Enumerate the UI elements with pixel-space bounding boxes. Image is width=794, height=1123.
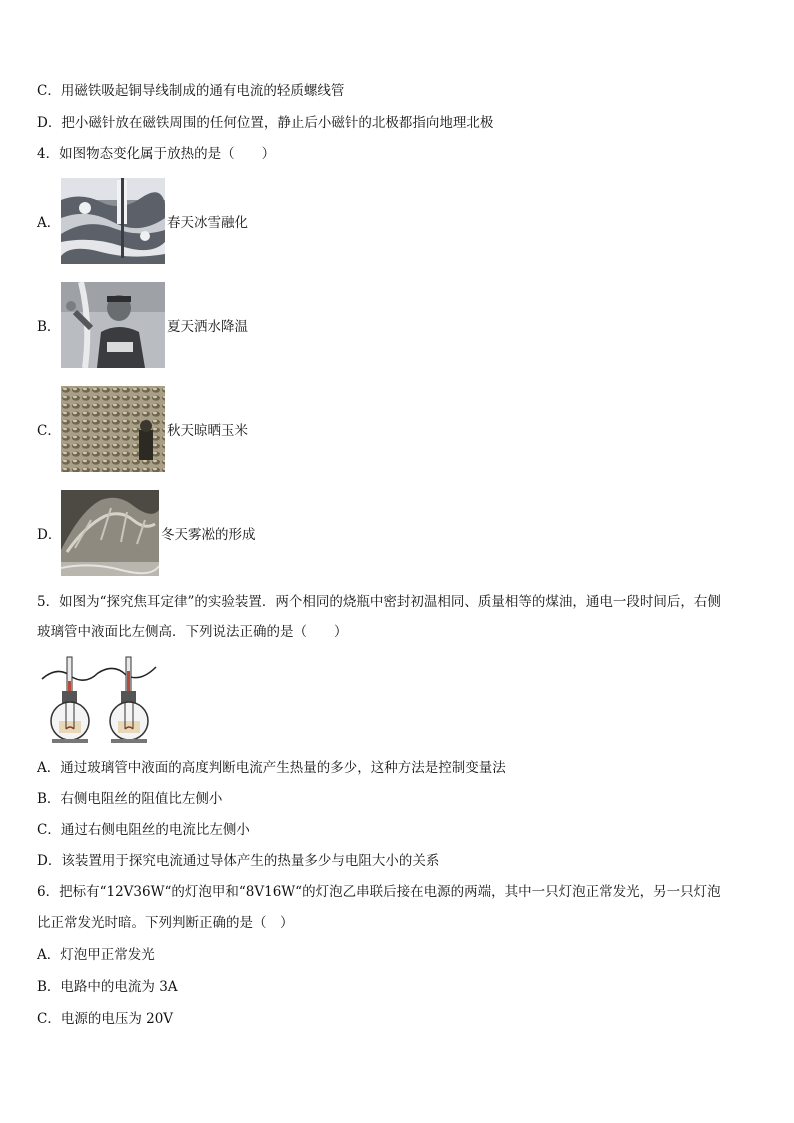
option-label: C．	[37, 423, 61, 439]
q5-option-a[interactable]: A．通过玻璃管中液面的高度判断电流产生热量的多少，这种方法是控制变量法	[37, 760, 506, 776]
option-text: 冬天雾凇的形成	[161, 527, 256, 543]
rime-frost-photo	[61, 490, 159, 576]
q5-option-d[interactable]: D．该装置用于探究电流通过导体产生的热量多少与电阻大小的关系	[37, 853, 440, 869]
q6-stem-line1: 6．把标有“12V36W“的灯泡甲和“8V16W“的灯泡乙串联后接在电源的两端，其中一只灯泡正常发光，另一只灯泡	[37, 884, 721, 900]
prev-option-d: D．把小磁针放在磁铁周围的任何位置，静止后小磁针的北极都指向地理北极	[37, 115, 494, 131]
q6-option-b[interactable]: B．电路中的电流为 3A	[37, 979, 178, 995]
sprinkling-water-photo	[61, 282, 165, 368]
q6-stem-line2: 比正常发光时暗。下列判断正确的是（ ）	[37, 915, 294, 931]
q4-option-c[interactable]	[37, 386, 248, 472]
option-text: 夏天洒水降温	[167, 319, 248, 335]
q5-stem-line2: 玻璃管中液面比左侧高．下列说法正确的是（ ）	[37, 624, 348, 640]
q5-option-c[interactable]: C．通过右侧电阻丝的电流比左侧小	[37, 822, 250, 838]
option-label: A．	[37, 215, 61, 231]
drying-corn-photo	[61, 386, 165, 472]
prev-option-c: C．用磁铁吸起铜导线制成的通有电流的轻质螺线管	[37, 83, 345, 99]
q6-option-c[interactable]: C．电源的电压为 20V	[37, 1011, 174, 1027]
q4-option-d[interactable]	[37, 490, 256, 576]
q6-option-a[interactable]: A．灯泡甲正常发光	[37, 947, 155, 963]
q5-option-b[interactable]: B．右侧电阻丝的阻值比左侧小	[37, 791, 223, 807]
option-text: 秋天晾晒玉米	[167, 423, 248, 439]
option-text: 春天冰雪融化	[167, 215, 248, 231]
ice-melting-photo	[61, 178, 165, 264]
q4-option-b[interactable]	[37, 282, 248, 368]
q4-option-a[interactable]	[37, 178, 248, 264]
option-label: B．	[37, 319, 61, 335]
q5-stem-line1: 5．如图为“探究焦耳定律”的实验装置．两个相同的烧瓶中密封初温相同、质量相等的煤油，通电一段时间后，右侧	[37, 594, 721, 610]
q4-stem: 4．如图物态变化属于放热的是（ ）	[37, 146, 276, 162]
option-label: D．	[37, 527, 62, 543]
joule-law-apparatus-figure	[40, 655, 158, 745]
